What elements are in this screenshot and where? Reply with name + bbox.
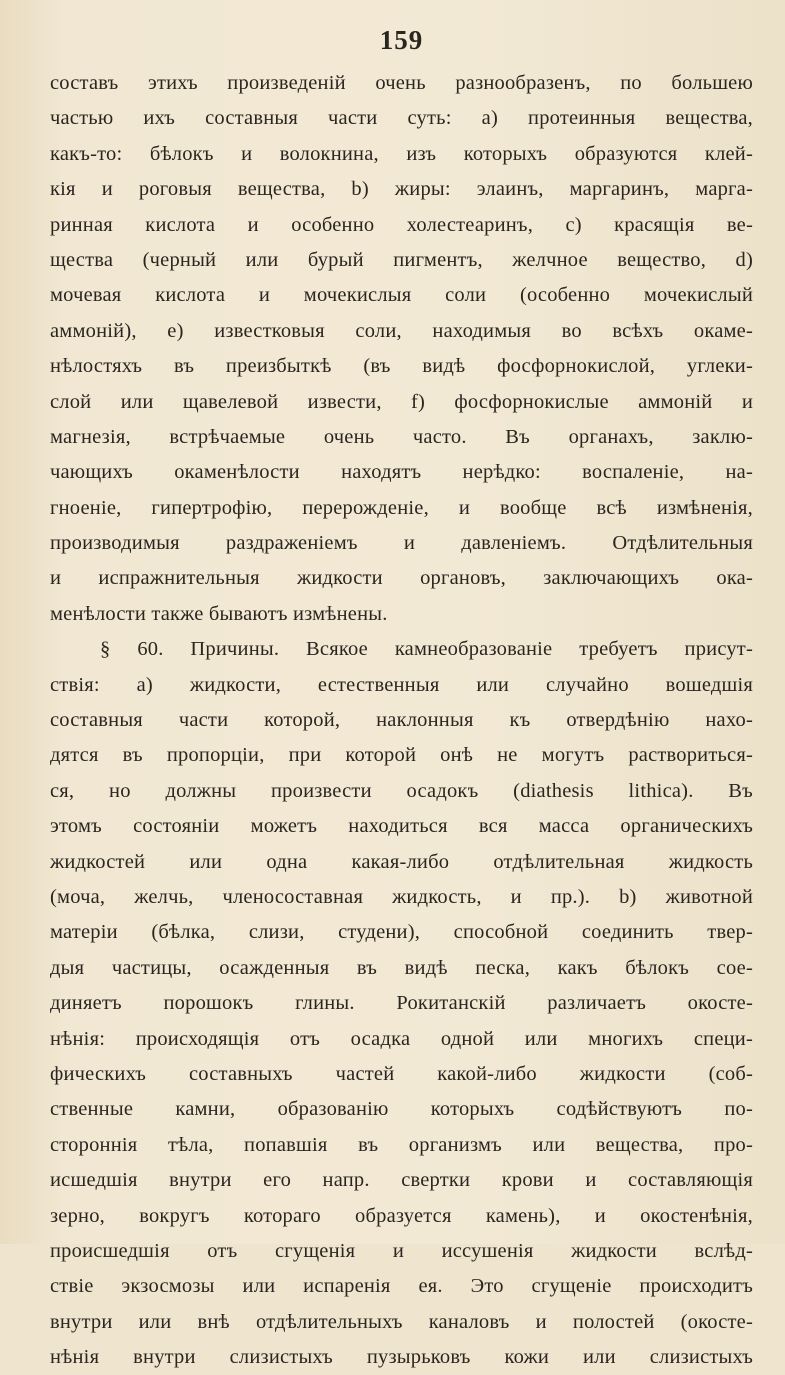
text-line: жидкостей или одна какая-либо отдѣлительная жидкость: [50, 850, 753, 873]
text-line: нѣлостяхъ въ преизбыткѣ (въ видѣ фосфорнокислой, углеки-: [50, 355, 753, 378]
text-line: магнезія, встрѣчаемые очень часто. Въ органахъ, заклю-: [50, 425, 753, 448]
text-line: ся, но должны произвести осадокъ (diathesis lithica). Въ: [50, 779, 753, 802]
text-line: составъ этихъ произведеній очень разнообразенъ, по большею: [50, 72, 753, 94]
text-line: внутри или внѣ отдѣлительныхъ каналовъ и полостей (окосте-: [50, 1310, 753, 1333]
text-line: какъ-то: бѣлокъ и волокнина, изъ которыхъ образуются клей-: [50, 142, 753, 165]
text-line: аммоній), e) известковыя соли, находимыя во всѣхъ окаме-: [50, 319, 753, 342]
text-line: нѣнія внутри слизистыхъ пузырьковъ кожи или слизистыхъ: [50, 1346, 753, 1369]
text-line: диняетъ порошокъ глины. Рокитанскій различаетъ окосте-: [50, 992, 753, 1015]
text-line: нѣнія: происходящія отъ осадка одной или многихъ специ-: [50, 1027, 753, 1050]
section-heading-line: § 60. Причины. Всякое камнеобразованіе требуетъ присут-: [100, 638, 753, 661]
text-line: дятся въ пропорціи, при которой онѣ не могутъ раствориться-: [50, 744, 753, 767]
text-line: этомъ состояніи можетъ находиться вся масса органическихъ: [50, 815, 753, 838]
text-line: чающихъ окаменѣлости находятъ нерѣдко: воспаленіе, на-: [50, 461, 753, 484]
page-text: [50, 66, 753, 1375]
text-line: частью ихъ составныя части суть: a) протеинныя вещества,: [50, 107, 753, 130]
text-line: и испражнительныя жидкости органовъ, заключающихъ ока-: [50, 567, 753, 590]
text-line: дыя частицы, осажденныя въ видѣ песка, какъ бѣлокъ сое-: [50, 956, 753, 979]
text-line: матеріи (бѣлка, слизи, студени), способной соединить твер-: [50, 921, 753, 944]
text-line: происшедшія отъ сгущенія и иссушенія жидкости вслѣд-: [50, 1239, 753, 1262]
text-line: ринная кислота и особенно холестеаринъ, c) красящія ве-: [50, 213, 753, 236]
page-number: 159: [379, 25, 424, 55]
text-line: ствіе экзосмозы или испаренія ея. Это сгущеніе происходитъ: [50, 1275, 753, 1298]
text-line: (моча, желчь, членосоставная жидкость, и пр.). b) животной: [50, 885, 753, 908]
text-line: кія и роговыя вещества, b) жиры: элаинъ, маргаринъ, марга-: [50, 178, 753, 201]
text-line: исшедшія внутри его напр. свертки крови и составляющія: [50, 1169, 753, 1192]
text-line: ственные камни, образованію которыхъ содѣйствуютъ по-: [50, 1098, 753, 1121]
text-line: мочевая кислота и мочекислыя соли (особенно мочекислый: [50, 284, 753, 307]
text-line: зерно, вокругъ котораго образуется камень), и окостенѣнія,: [50, 1204, 753, 1227]
text-line: составныя части которой, наклонныя къ отвердѣнію нахо-: [50, 709, 753, 732]
text-line: производимыя раздраженіемъ и давленіемъ. Отдѣлительныя: [50, 532, 753, 555]
text-line: щества (черный или бурый пигментъ, желчное вещество, d): [50, 248, 753, 271]
text-line: менѣлости также бываютъ измѣнены.: [50, 602, 388, 625]
text-line: стороннія тѣла, попавшія въ организмъ или вещества, про-: [50, 1133, 753, 1156]
text-line: гноеніе, гипертрофію, перерожденіе, и вообще всѣ измѣненія,: [50, 496, 753, 519]
text-line: ствія: a) жидкости, естественныя или случайно вошедшія: [50, 673, 753, 696]
text-line: фическихъ составныхъ частей какой-либо жидкости (соб-: [50, 1062, 753, 1085]
text-line: слой или щавелевой извести, f) фосфорнокислые аммоній и: [50, 390, 753, 413]
